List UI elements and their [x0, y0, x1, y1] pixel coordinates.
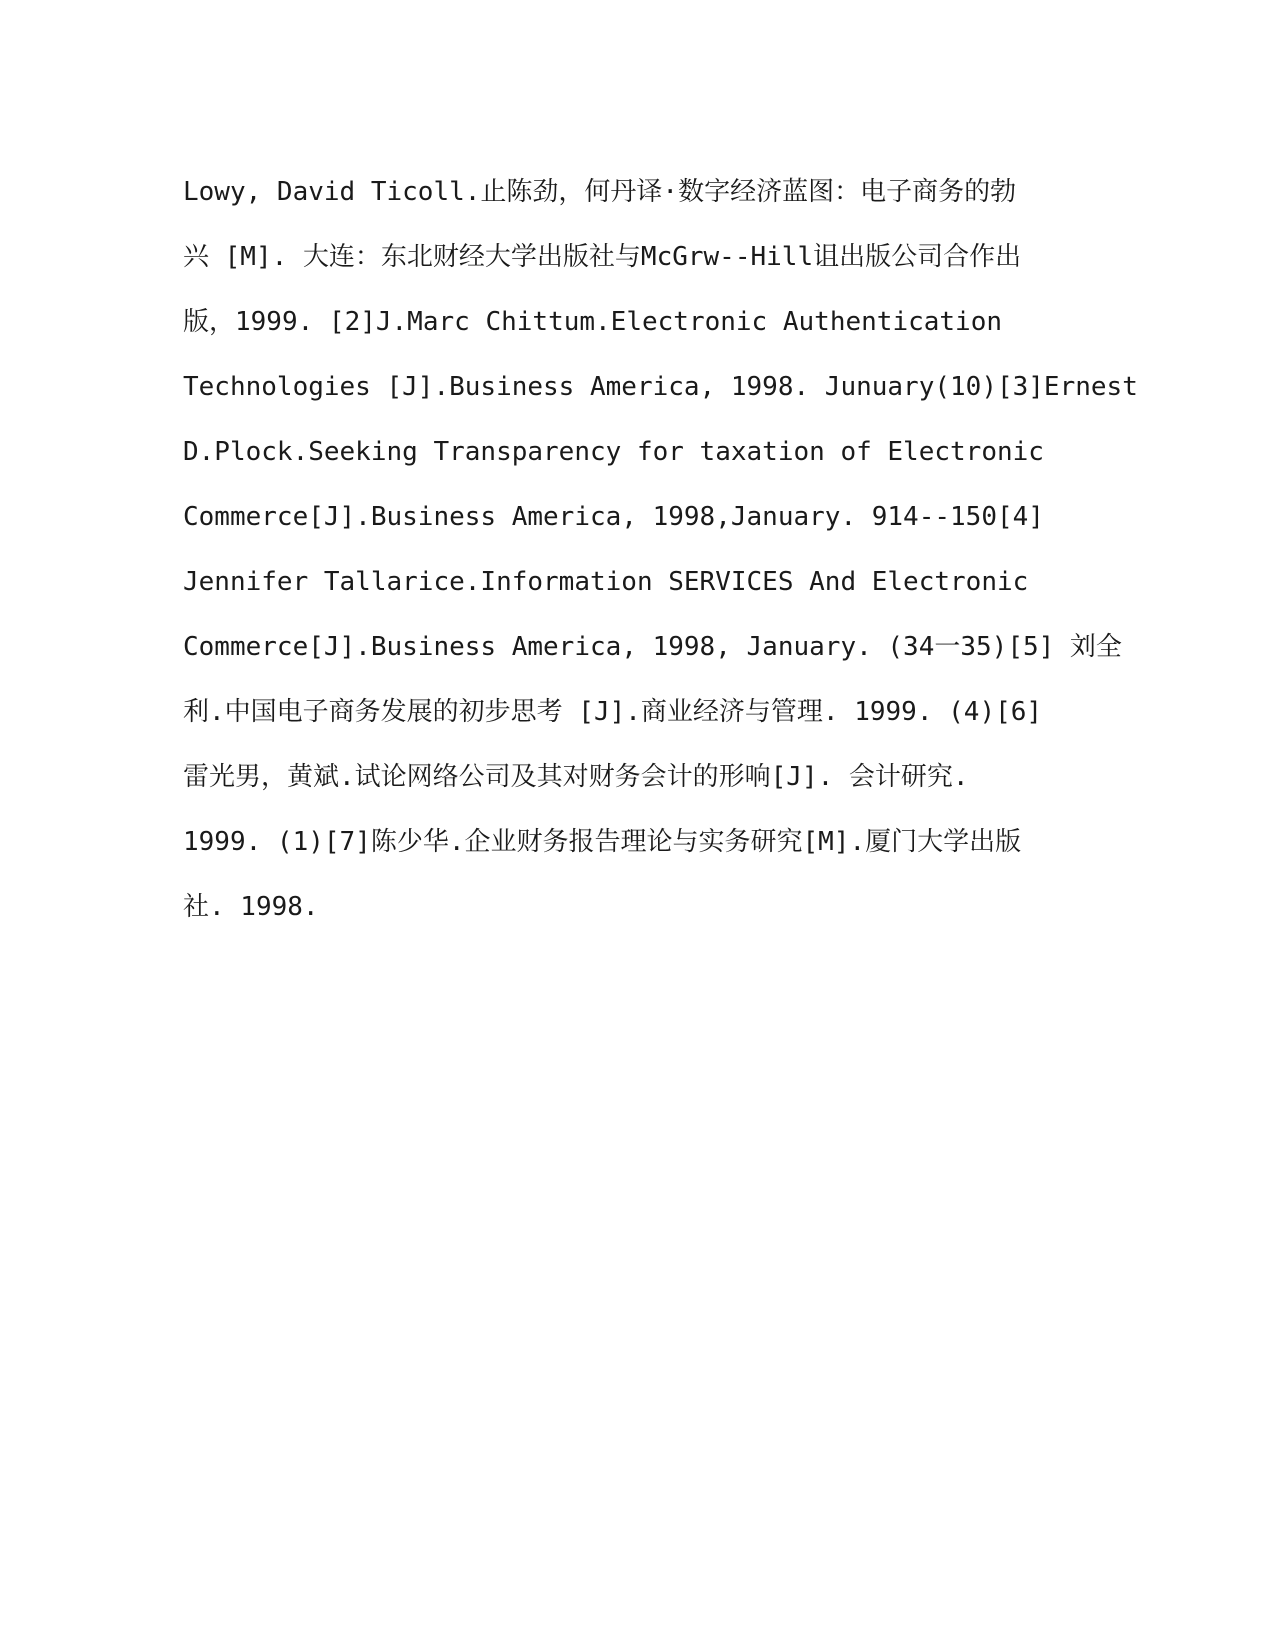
text-line: Commerce[J].Business America, 1998, January. (34一35)[5] 刘全 — [183, 632, 1122, 662]
text-line: 社. 1998. — [183, 892, 319, 922]
text-line: D.Plock.Seeking Transparency for taxation of Electronic — [183, 437, 1044, 467]
text-line: 1999. (1)[7]陈少华.企业财务报告理论与实务研究[M].厦门大学出版 — [183, 827, 1022, 857]
reference-list — [183, 160, 1138, 940]
text-line: Technologies [J].Business America, 1998. Junuary(10)[3]Ernest — [183, 372, 1138, 402]
text-line: 雷光男，黄斌.试论网络公司及其对财务会计的形响[J]. 会计研究. — [183, 762, 969, 792]
text-line: Jennifer Tallarice.Information SERVICES And Electronic — [183, 567, 1029, 597]
text-line: Commerce[J].Business America, 1998,January. 914--150[4] — [183, 502, 1044, 532]
text-line: Lowy, David Ticoll.止陈劲，何丹译·数字经济蓝图：电子商务的勃 — [183, 177, 1017, 207]
text-line: 利.中国电子商务发展的初步思考 [J].商业经济与管理. 1999. (4)[6] — [183, 697, 1043, 727]
text-line: 兴 [M]. 大连：东北财经大学出版社与McGrw--Hill诅出版公司合作出 — [183, 242, 1022, 272]
text-line: 版，1999. [2]J.Marc Chittum.Electronic Authentication — [183, 307, 1003, 337]
